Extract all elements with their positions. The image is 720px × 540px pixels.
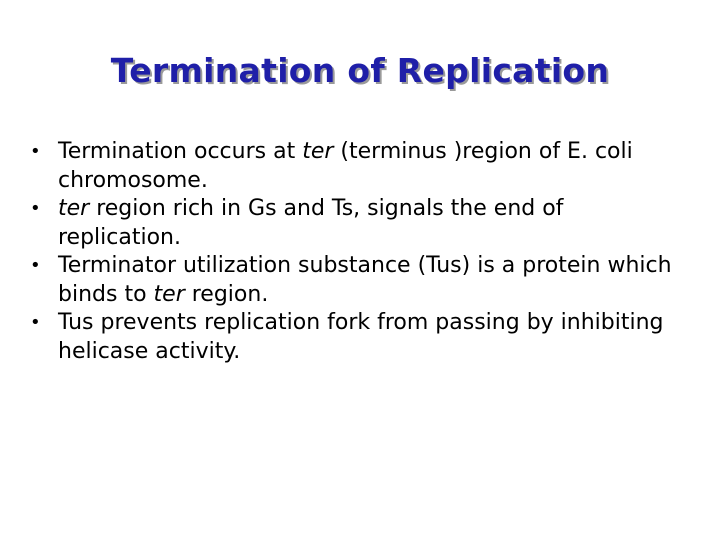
bullet-item — [28, 195, 688, 252]
slide-title: Termination of Replication — [110, 51, 610, 90]
bullet-text-segment: region. — [184, 281, 269, 307]
bullet-list — [28, 138, 688, 366]
bullet-text-segment-italic: ter — [153, 281, 185, 307]
bullet-text-segment: Terminator utilization substance (Tus) is a protein which binds to — [58, 253, 672, 307]
bullet-marker: • — [30, 198, 41, 219]
bullet-item — [28, 309, 688, 366]
bullet-text-segment-italic: ter — [302, 139, 334, 164]
bullet-text-segment: (terminus )region of E. coli chromosome. — [58, 139, 633, 193]
bullet-marker: • — [30, 141, 41, 162]
bullet-item — [28, 138, 688, 195]
bullet-marker: • — [30, 255, 41, 276]
bullet-text-segment: Termination occurs at — [58, 139, 303, 164]
bullet-text-segment: Tus prevents replication fork from passing by inhibiting helicase activity. — [58, 310, 664, 364]
bullet-text-segment-italic: ter — [58, 196, 90, 221]
bullet-text-segment: region rich in Gs and Ts, signals the end of replication. — [58, 196, 564, 250]
bullet-marker: • — [30, 312, 41, 333]
bullet-item — [28, 252, 688, 309]
